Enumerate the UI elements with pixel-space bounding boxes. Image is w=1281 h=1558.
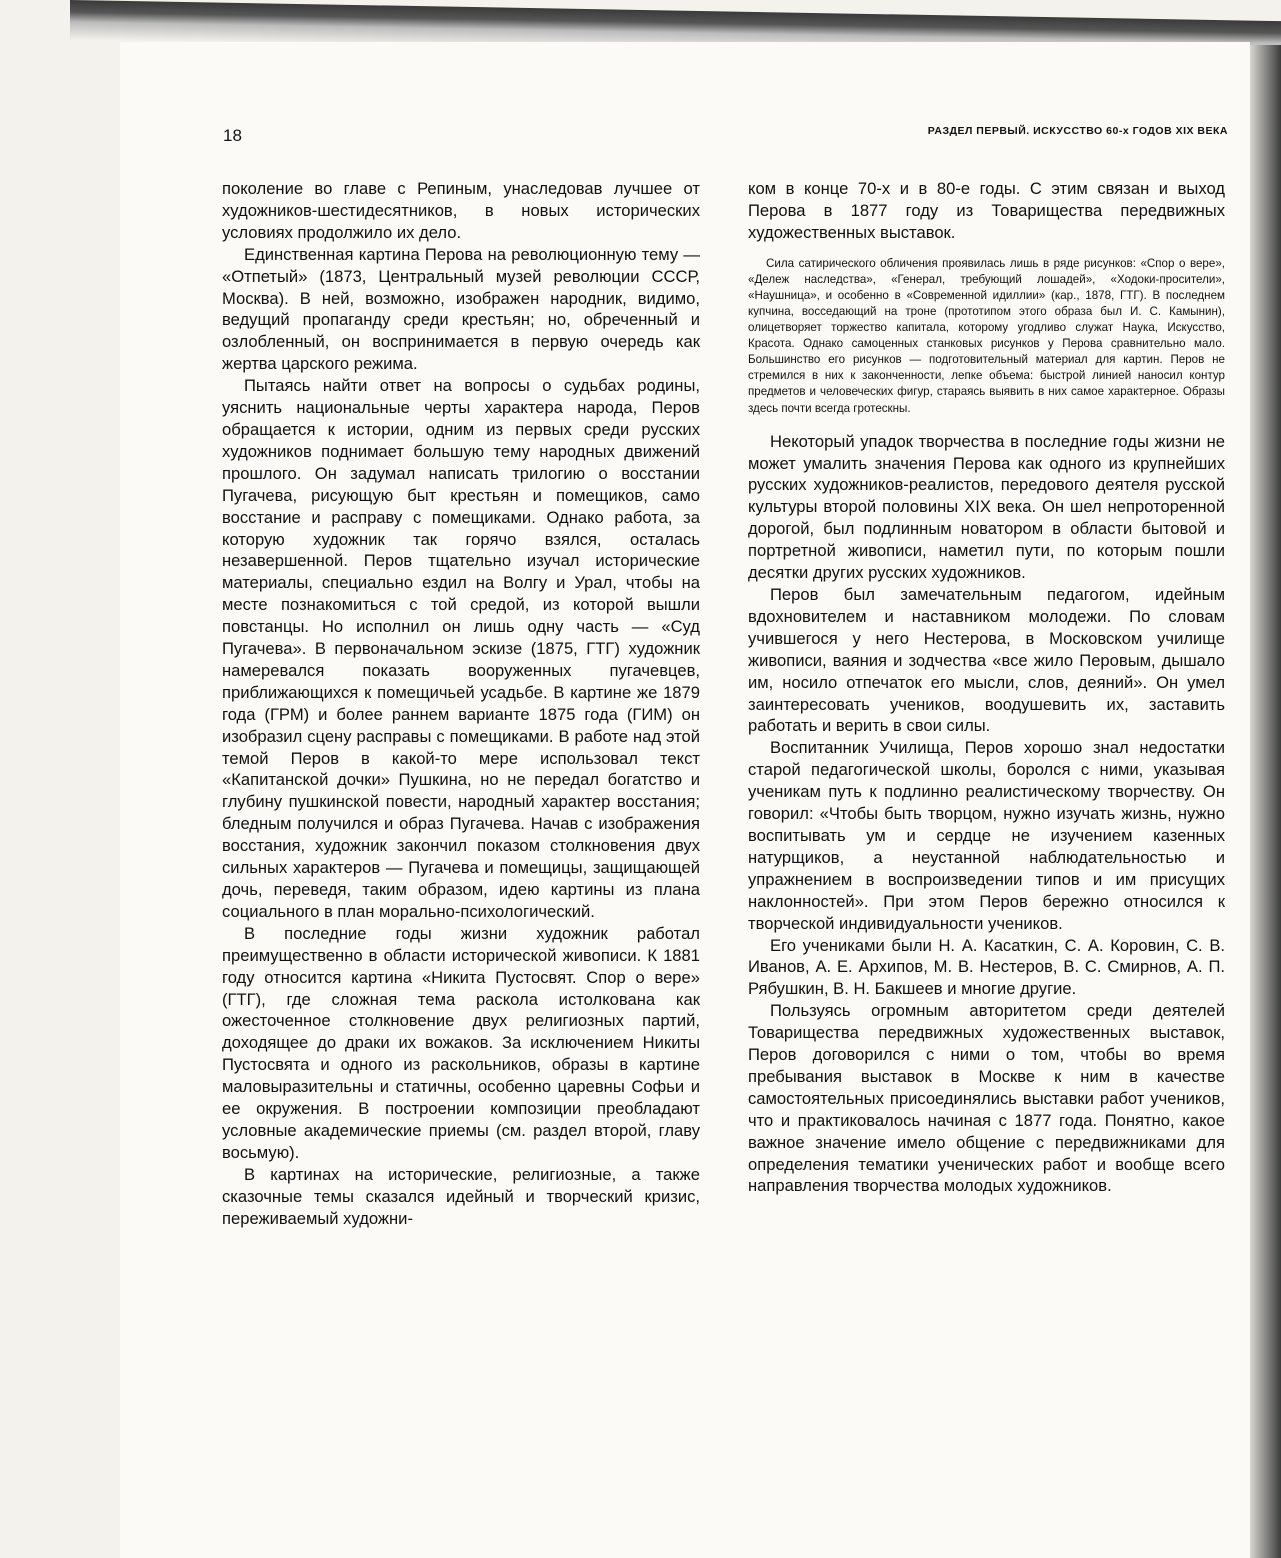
right-column (748, 178, 1225, 1197)
paragraph: Перов был замечательным педагогом, идейным вдохновителем и наставником молодежи. По словам учившегося у него Нестерова, в Московском училище живописи, ваяния и зодчества «все жило Перовым, дышало им, носило отпечаток его мысли, слов, деяний». Он умел заинтересовать учеников, воодушевить их, заставить работать и верить в свои силы. (748, 585, 1225, 736)
figure-caption (748, 256, 1225, 417)
page-edge-shadow (1250, 45, 1281, 1558)
paragraph: Некоторый упадок творчества в последние годы жизни не может умалить значения Перова как одного из крупнейших русских художников-реалистов, передового деятеля русской культуры второй половины XIX века. Он шел непроторенной дорогой, был подлинным новатором в области бытовой и портретной живописи, наметил пути, по которым пошли десятки других русских художников. (748, 431, 1225, 583)
caption-text: Сила сатирического обличения проявилась лишь в ряде рисунков: «Спор о вере», «Дележ наследства», «Генерал, требующий лошадей», «Ходоки-просители», «Наушница», и особенно в «Современной идиллии» (кар., 1878, ГТГ). В последнем купчина, восседающий на троне (прототипом этого образа был И. С. Камынин), олицетворяет торжество капитала, которому угодливо служат Наука, Искусство, Красота. Однако самоценных станковых рисунков у Перова сравнительно мало. Большинство его рисунков — подготовительный материал для картин. Перов не стремился в них к законченности, лепке объема: быстрой линией наносил контур предметов и человеческих фигур, стараясь выявить в них самое характерное. Образы здесь почти всегда гротескны. (748, 256, 1225, 415)
paragraph: В картинах на исторические, религиозные, а также сказочные темы сказался идейный и творческий кризис, переживаемый художни- (222, 1164, 700, 1228)
running-header: РАЗДЕЛ ПЕРВЫЙ. ИСКУССТВО 60-х ГОДОВ XIX ВЕКА (927, 125, 1228, 137)
paragraph: В последние годы жизни художник работал преимущественно в области исторической живописи. К 1881 году относится картина «Никита Пустосвят. Спор о вере» (ГТГ), где сложная тема раскола истолкована как ожесточенное столкновение двух религиозных партий, доходящее до драки их вожаков. За исключением Никиты Пустосвята и одного из раскольников, образы в картине маловыразительны и статичны, особенно царевны Софьи и ее окружения. В построении композиции преобладают условные академические приемы (см. раздел второй, главу восьмую). (222, 923, 700, 1162)
paragraph: ком в конце 70-х и в 80-е годы. С этим связан и выход Перова в 1877 году из Товарищества передвижных художественных выставок. (748, 179, 1225, 242)
paragraph: Пользуясь огромным авторитетом среди деятелей Товарищества передвижных художественных выставок, Перов договорился с ними о том, чтобы во время пребывания выставок в Москве к ним в качестве самостоятельных присоединялись выставки работ учеников, что и практиковалось начиная с 1877 года. Понятно, какое важное значение имело общение с передвижниками для определения тематики ученических работ и вообще всего направления творчества молодых художников. (748, 1001, 1225, 1196)
paragraph: Единственная картина Перова на революционную тему — «Отпетый» (1873, Центральный музей революции СССР, Москва). В ней, возможно, изображен народник, видимо, ведущий пропаганду среди крестьян; но, обреченный и озлобленный, он воспринимается в первую очередь как жертва царского режима. (222, 244, 700, 374)
paragraph: Его учениками были Н. А. Касаткин, С. А. Коровин, С. В. Иванов, А. Е. Архипов, М. В. Нестеров, В. С. Смирнов, А. П. Рябушкин, В. Н. Бакшеев и многие другие. (748, 935, 1225, 999)
paragraph: поколение во главе с Репиным, унаследовав лучшее от художников-шестидесятников, в новых исторических условиях продолжило их дело. (222, 179, 700, 242)
paragraph: Воспитанник Училища, Перов хорошо знал недостатки старой педагогической школы, боролся с ними, указывая ученикам путь к подлинно реалистическому творчеству. Он говорил: «Чтобы быть творцом, нужно изучать жизнь, нужно воспитывать ум и сердце не изучением казенных натурщиков, а неустанной наблюдательностью и упражнением в воспроизведении типов и им присущих наклонностей». При этом Перов бережно относился к творческой индивидуальности учеников. (748, 738, 1225, 933)
paragraph: Пытаясь найти ответ на вопросы о судьбах родины, уяснить национальные черты характера народа, Перов обращается к истории, одним из первых среди русских художников поднимает большую тему народных движений прошлого. Он задумал написать трилогию о восстании Пугачева, рисующую быт крестьян и помещиков, само восстание и расправу с помещиками. Однако работа, за которую художник так горячо взялся, осталась незавершенной. Перов тщательно изучал исторические материалы, специально ездил на Волгу и Урал, чтобы на месте познакомиться с той средой, из которой вышли повстанцы. Но исполнил он лишь одну часть — «Суд Пугачева». В первоначальном эскизе (1875, ГТГ) художник намеревался показать вооруженных пугачевцев, приближающихся к помещичьей усадьбе. В картине же 1879 года (ГРМ) и более раннем варианте 1875 года (ГИМ) он изобразил сцену расправы с помещиками. В работе над этой темой Перов в какой-то мере использовал текст «Капитанской дочки» Пушкина, но не передал богатство и глубину пушкинской повести, народный характер восстания; бледным получился и образ Пугачева. Начав с изображения восстания, художник закончил показом столкновения двух сильных характеров — Пугачева и помещицы, защищающей дочь, переведя, таким образом, идею картины из плана социального в план морально-психологический. (222, 376, 700, 921)
page-number: 18 (223, 126, 242, 145)
left-column (222, 178, 700, 1230)
